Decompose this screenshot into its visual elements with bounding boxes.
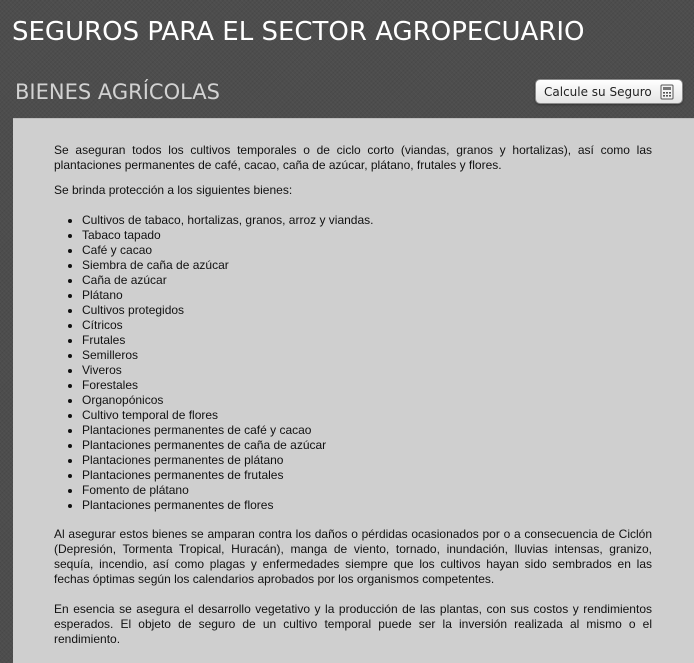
calculator-icon (659, 84, 675, 100)
risks-paragraph: Al asegurar estos bienes se amparan contra los daños o pérdidas ocasionados por o a consecuencia de Ciclón (Depresión, Tormenta Tropical, Huracán), manga de viento, tornado, inundación, lluvias intensas, granizo, sequía, incendio, así como plagas y enfermedades siempre que los cultivos hayan sido sembrados en las fechas óptimas según los calendarios aprobados por los organismos competentes. (54, 527, 652, 586)
page-title: SEGUROS PARA EL SECTOR AGROPECUARIO (12, 17, 585, 47)
list-item: • Cítricos (82, 318, 652, 333)
list-item: • Frutales (82, 333, 652, 348)
list-item: • Semilleros (82, 348, 652, 363)
list-item: • Cultivos de tabaco, hortalizas, granos, arroz y viandas. (82, 213, 652, 228)
list-item: • Plantaciones permanentes de caña de azúcar (82, 438, 652, 453)
list-item: • Cultivo temporal de flores (82, 408, 652, 423)
list-item: • Plantaciones permanentes de plátano (82, 453, 652, 468)
list-item: • Café y cacao (82, 243, 652, 258)
list-item: • Viveros (82, 363, 652, 378)
list-item: • Plátano (82, 288, 652, 303)
list-item: • Plantaciones permanentes de frutales (82, 468, 652, 483)
list-item: • Plantaciones permanentes de café y cacao (82, 423, 652, 438)
list-item: • Plantaciones permanentes de flores (82, 498, 652, 513)
list-item: • Forestales (82, 378, 652, 393)
bienes-list (54, 213, 652, 513)
content-body (54, 143, 652, 647)
content-panel (13, 118, 694, 663)
intro-paragraph: Se aseguran todos los cultivos temporales o de ciclo corto (viandas, granos y hortalizas), así como las plantaciones permanentes de café, cacao, caña de azúcar, plátano, frutales y flores. (54, 143, 652, 172)
list-item: • Organopónicos (82, 393, 652, 408)
essence-paragraph: En esencia se asegura el desarrollo vegetativo y la producción de las plantas, con sus costos y rendimientos esperados. El objeto de seguro de un cultivo temporal puede ser la inversión realizada al mismo o el rendimiento. (54, 602, 652, 646)
protection-intro: Se brinda protección a los siguientes bienes: (54, 183, 293, 197)
calculate-insurance-label: Calcule su Seguro (544, 84, 652, 99)
list-item: • Cultivos protegidos (82, 303, 652, 318)
list-item: • Tabaco tapado (82, 228, 652, 243)
list-item: • Fomento de plátano (82, 483, 652, 498)
section-title: BIENES AGRÍCOLAS (15, 80, 220, 104)
calculate-insurance-button[interactable] (535, 79, 683, 104)
list-item: • Siembra de caña de azúcar (82, 258, 652, 273)
list-item: • Caña de azúcar (82, 273, 652, 288)
